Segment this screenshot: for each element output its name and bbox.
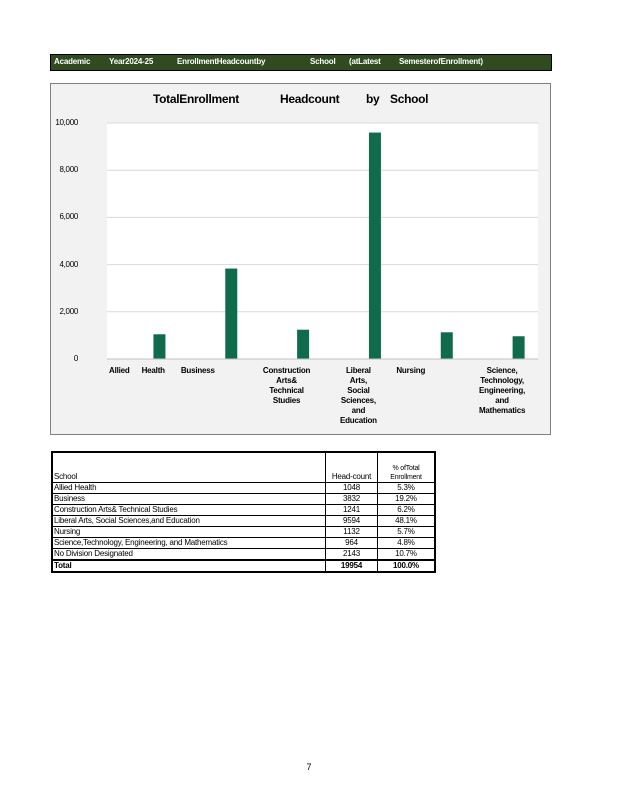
headcount-cell: 3832: [326, 494, 378, 505]
banner-part: (atLatest: [349, 57, 381, 66]
table-row: [52, 516, 435, 527]
bar: [441, 332, 453, 359]
school-cell: No Division Designated: [52, 549, 326, 561]
x-category-label: [107, 366, 179, 376]
percent-cell: 6.2%: [378, 505, 436, 516]
total-label: Total: [52, 560, 326, 572]
header-percent-line2: Enrollment: [390, 474, 422, 481]
banner-part: Year2024-25: [109, 57, 154, 66]
x-category-label: [466, 366, 538, 416]
total-percent: 100.0%: [378, 560, 436, 572]
enrollment-table: [51, 451, 436, 573]
chart-title-part: TotalEnrollment: [153, 92, 239, 106]
x-label-word: Arts&: [276, 376, 297, 385]
y-tick-label: 6,000: [59, 212, 78, 222]
page-number: 7: [306, 762, 312, 772]
bar: [369, 133, 381, 359]
y-tick-label: 2,000: [59, 306, 78, 316]
school-cell: Business: [52, 494, 326, 505]
bar: [153, 334, 165, 359]
y-tick-label: 8,000: [59, 165, 78, 175]
header-headcount: Head-count: [326, 452, 378, 483]
header-percent: [378, 452, 436, 483]
x-label-word: Science,: [486, 366, 518, 375]
table-row: [52, 505, 435, 516]
headcount-cell: 2143: [326, 549, 378, 561]
x-category-label: [394, 366, 466, 376]
x-label-word: and: [495, 396, 509, 405]
percent-cell: 4.8%: [378, 538, 436, 549]
table-total-row: [52, 560, 435, 572]
x-label-word: Nursing: [396, 366, 426, 375]
headcount-cell: 1241: [326, 505, 378, 516]
header-percent-line1: % ofTotal: [392, 465, 420, 472]
x-label-word: Allied: [109, 366, 130, 375]
chart-title-part: School: [390, 92, 429, 106]
x-label-word: Construction: [262, 366, 311, 375]
table-header-row: [52, 452, 435, 483]
x-label-word: Engineering,: [479, 386, 526, 395]
percent-cell: 10.7%: [378, 549, 436, 561]
school-cell: Allied Health: [52, 483, 326, 494]
chart-title-part: Headcount: [280, 92, 340, 106]
y-tick-label: 10,000: [55, 118, 78, 127]
banner-part: SemesterofEnrollment): [399, 57, 483, 66]
banner-part: EnrollmentHeadcountby: [177, 57, 266, 66]
x-label-word: Studies: [272, 396, 301, 405]
x-category-label: [323, 366, 395, 426]
y-tick-label: 4,000: [59, 259, 78, 269]
plot-background: [107, 123, 538, 359]
school-cell: Nursing: [52, 527, 326, 538]
table-row: [52, 483, 435, 494]
school-cell: Science,Technology, Engineering, and Mathematics: [52, 538, 326, 549]
x-label-word: Technical: [269, 386, 304, 395]
x-label-word: Sciences,: [340, 396, 376, 405]
table-row: [52, 549, 435, 561]
headcount-cell: 9594: [326, 516, 378, 527]
x-label-word: Education: [339, 416, 377, 425]
x-category-label: [179, 366, 251, 376]
bar: [513, 336, 525, 359]
bar: [225, 269, 237, 359]
headcount-cell: 1132: [326, 527, 378, 538]
chart-title-part: by: [366, 92, 380, 106]
banner-part: Academic: [54, 57, 91, 66]
x-label-word: and: [351, 406, 366, 415]
school-cell: Liberal Arts, Social Sciences,and Education: [52, 516, 326, 527]
percent-cell: 19.2%: [378, 494, 436, 505]
x-label-word: Social: [347, 386, 370, 395]
x-label-word: Mathematics: [478, 406, 526, 415]
percent-cell: 48.1%: [378, 516, 436, 527]
headcount-cell: 964: [326, 538, 378, 549]
x-category-label: [251, 366, 323, 406]
table-row: [52, 527, 435, 538]
headcount-cell: 1048: [326, 483, 378, 494]
y-tick-label: 0: [73, 354, 78, 363]
bar: [297, 330, 309, 359]
x-label-word: Liberal: [345, 366, 371, 375]
x-label-word: Business: [180, 366, 215, 375]
x-label-word: Arts,: [349, 376, 368, 385]
percent-cell: 5.3%: [378, 483, 436, 494]
percent-cell: 5.7%: [378, 527, 436, 538]
header-school: School: [52, 452, 326, 483]
banner-part: School: [310, 57, 336, 66]
x-label-word: Technology,: [480, 376, 524, 385]
table-row: [52, 494, 435, 505]
x-label-word: Health: [141, 366, 165, 375]
table-row: [52, 538, 435, 549]
total-headcount: 19954: [326, 560, 378, 572]
school-cell: Construction Arts& Technical Studies: [52, 505, 326, 516]
